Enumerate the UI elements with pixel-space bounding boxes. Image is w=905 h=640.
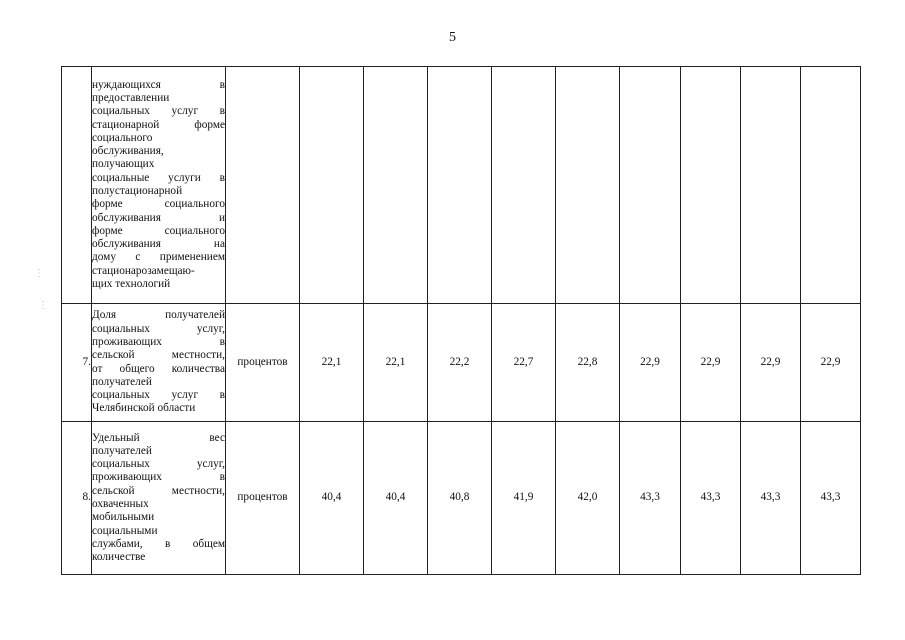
indicator-name [92, 304, 226, 422]
value-cell: 22,9 [741, 304, 801, 422]
value-cell [300, 67, 364, 304]
indicator-name-line: социальными [92, 524, 158, 537]
indicator-name-line: стационарозамещаю- [92, 264, 195, 277]
value-cell: 22,9 [681, 304, 741, 422]
indicator-name-line: форме социального [92, 198, 225, 211]
value-cell: 43,3 [801, 422, 861, 575]
value-cell: 22,1 [300, 304, 364, 422]
indicator-name-line: количестве [92, 551, 146, 564]
indicator-name-line: форме социального [92, 224, 225, 237]
value-cell: 43,3 [681, 422, 741, 575]
value-cell: 43,3 [620, 422, 681, 575]
indicator-name-line: Челябинской области [92, 402, 196, 415]
value-cell [681, 67, 741, 304]
indicator-name-line: службами, в общем [92, 537, 225, 550]
indicator-name-line: мобильными [92, 511, 155, 524]
indicator-name-line: обслуживания на [92, 238, 225, 251]
value-cell: 42,0 [556, 422, 620, 575]
value-cell: 41,9 [492, 422, 556, 575]
indicators-table [61, 66, 861, 575]
table-row [62, 304, 861, 422]
table-row [62, 67, 861, 304]
indicator-name-line: обслуживания и [92, 211, 225, 224]
indicator-name-line: полустационарной [92, 185, 183, 197]
row-number: 7. [62, 304, 92, 422]
value-cell: 22,2 [428, 304, 492, 422]
value-cell: 40,4 [300, 422, 364, 575]
scan-artifact: ⋮ [34, 268, 44, 279]
indicator-name-line: от общего количества [92, 362, 225, 375]
indicator-name-line: проживающих в [92, 335, 225, 348]
indicator-name-line: социального [92, 131, 153, 144]
unit-cell: процентов [226, 422, 300, 575]
unit-cell: процентов [226, 304, 300, 422]
value-cell: 43,3 [741, 422, 801, 575]
indicator-name-line: получателей [92, 444, 152, 457]
indicator-name-line: социальных услуг, [92, 458, 225, 471]
indicator-name [92, 67, 226, 304]
row-number: 8. [62, 422, 92, 575]
value-cell: 22,7 [492, 304, 556, 422]
unit-cell [226, 67, 300, 304]
row-number [62, 67, 92, 304]
indicator-name-line: получателей [92, 375, 152, 388]
indicator-name-line: щих технологий [92, 278, 171, 291]
indicator-name-line: Доля получателей [92, 309, 225, 322]
indicator-name-line: стационарной форме [92, 118, 225, 131]
value-cell [492, 67, 556, 304]
table-row [62, 422, 861, 575]
indicator-name-line: Удельный вес [92, 431, 225, 444]
indicator-name-line: сельской местности, [92, 484, 225, 497]
indicator-name-line: социальных услуг в [92, 389, 225, 402]
value-cell: 22,9 [801, 304, 861, 422]
indicator-name-line: получающих [92, 158, 155, 171]
table-body [62, 67, 861, 575]
indicator-name-line: обслуживания, [92, 145, 164, 158]
value-cell [364, 67, 428, 304]
value-cell [801, 67, 861, 304]
value-cell [620, 67, 681, 304]
indicator-name-line: нуждающихся в [92, 78, 225, 91]
scan-artifact: ⋮ [38, 300, 48, 311]
value-cell [741, 67, 801, 304]
value-cell [428, 67, 492, 304]
indicator-name-line: сельской местности, [92, 349, 225, 362]
value-cell: 40,8 [428, 422, 492, 575]
indicator-name-line: социальных услуг, [92, 322, 225, 335]
indicator-name-line: предоставлении [92, 91, 170, 104]
page-number: 5 [449, 30, 456, 45]
indicator-name-line: дому с применением [92, 251, 225, 264]
indicator-name [92, 422, 226, 575]
value-cell [556, 67, 620, 304]
indicator-name-line: проживающих в [92, 471, 225, 484]
value-cell: 22,9 [620, 304, 681, 422]
value-cell: 40,4 [364, 422, 428, 575]
indicator-name-line: социальных услуг в [92, 105, 225, 118]
indicator-name-line: социальные услуги в [92, 171, 225, 184]
value-cell: 22,1 [364, 304, 428, 422]
indicator-name-line: охваченных [92, 498, 149, 510]
value-cell: 22,8 [556, 304, 620, 422]
